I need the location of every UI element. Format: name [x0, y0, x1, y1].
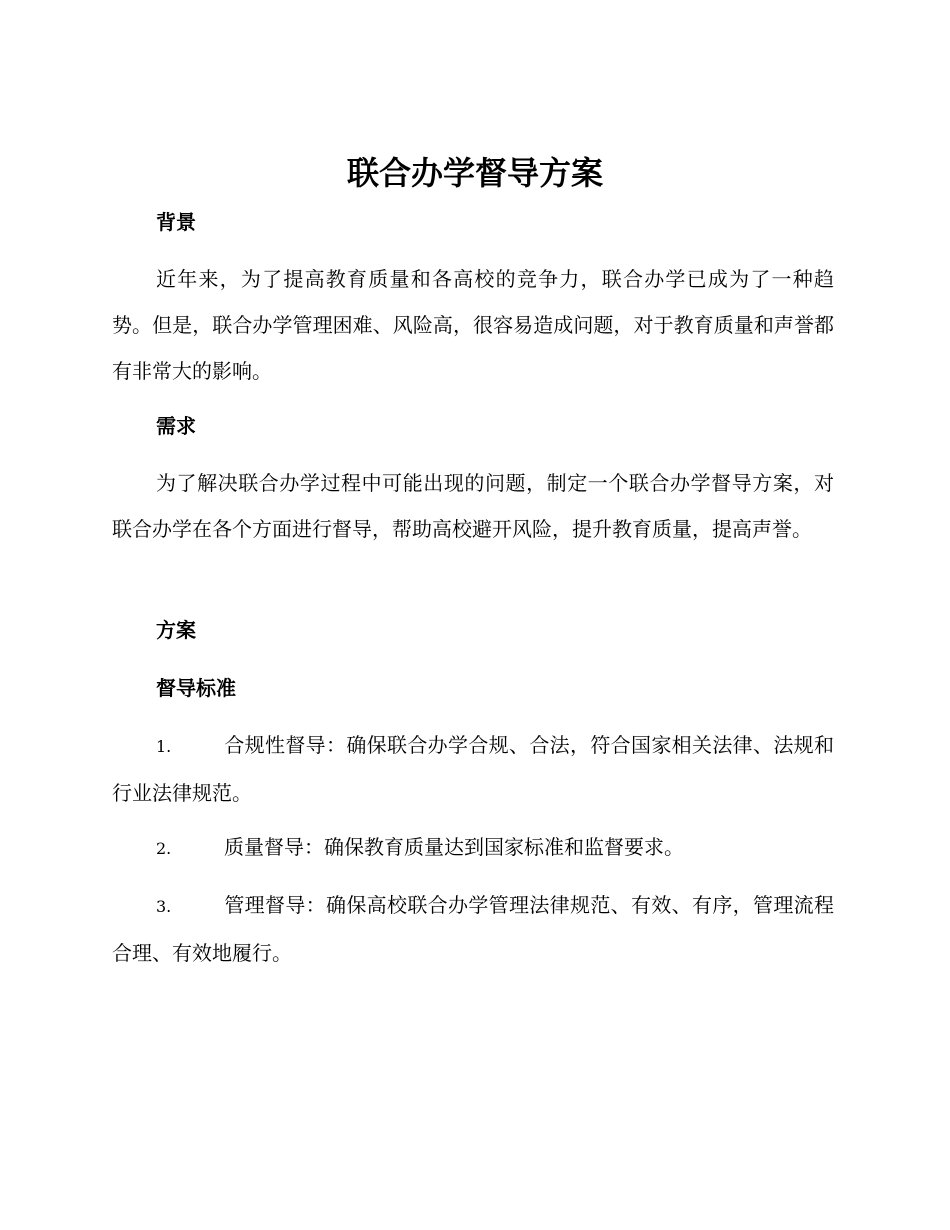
paragraph-needs: 为了解决联合办学过程中可能出现的问题，制定一个联合办学督导方案，对联合办学在各个方面进行督导，帮助高校避开风险，提升教育质量，提高声誉。	[112, 471, 834, 541]
list-item-number: 3.	[156, 897, 172, 916]
subsection-heading-standards: 督导标准	[156, 676, 236, 700]
list-item-text: 质量督导：确保教育质量达到国家标准和监督要求。	[224, 835, 684, 859]
list-item	[112, 882, 834, 976]
list-item	[112, 824, 834, 872]
list-item-number: 2.	[156, 839, 172, 858]
list-item-text: 管理督导：确保高校联合办学管理法律规范、有效、有序，管理流程合理、有效地履行。	[112, 893, 834, 965]
page-title: 联合办学督导方案	[346, 154, 603, 192]
section-heading-background: 背景	[156, 210, 196, 234]
paragraph-background: 近年来，为了提高教育质量和各高校的竞争力，联合办学已成为了一种趋势。但是，联合办学管理困难、风险高，很容易造成问题，对于教育质量和声誉都有非常大的影响。	[112, 267, 834, 383]
section-heading-needs: 需求	[156, 414, 196, 438]
list-item-text: 合规性督导：确保联合办学合规、合法，符合国家相关法律、法规和行业法律规范。	[112, 733, 834, 805]
section-heading-plan: 方案	[156, 618, 196, 642]
list-item-number: 1.	[156, 737, 172, 756]
list-item	[112, 722, 834, 816]
